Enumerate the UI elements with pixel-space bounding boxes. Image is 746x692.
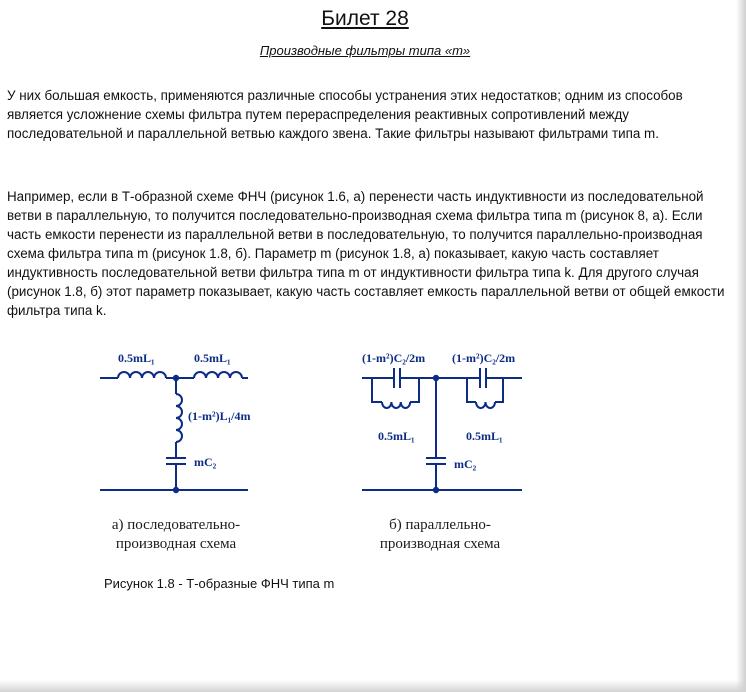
page-shadow-bottom [0, 680, 746, 692]
left-caption-line1: а) последовательно- [111, 517, 241, 533]
right-caption-line1: б) параллельно- [389, 517, 491, 533]
left-series-inductor-2 [194, 372, 242, 378]
left-label-series-1: 0.5mL₁ [118, 351, 155, 365]
right-parallel-inductor-2 [476, 402, 495, 408]
left-caption-line2: производная схема [115, 536, 237, 552]
right-caption-line2: производная схема [379, 536, 501, 552]
right-parallel-inductor-1 [382, 402, 410, 408]
right-label-series-cap-1: (1-m²)C₂/2m [362, 351, 426, 365]
right-label-parallel-inductor-2: 0.5mL₁ [466, 429, 503, 443]
right-series-capacitor-1 [394, 368, 400, 388]
right-shunt-capacitor [426, 458, 446, 464]
right-label-series-cap-2: (1-m²)C₂/2m [452, 351, 516, 365]
left-label-shunt-capacitor: mC₂ [194, 455, 217, 469]
right-series-capacitor-2 [480, 368, 486, 388]
section-subtitle: Производные фильтры типа «m» [259, 43, 471, 58]
paragraph-example: Например, если в Т-образной схеме ФНЧ (рисунок 1.6, а) перенести часть индуктивности из последовательной ветви в параллельную, то получится последовательно-производная схема фильтра типа m (рисунок 8, а). Если часть емкости перенести из параллельной ветви в последовательную, то получится параллельно-производная схема фильтра типа m (рисунок 1.8, б). Параметр m (рисунок 1.8, а) показывает, какую часть составляет индуктивность последовательной ветви фильтра типа m от индуктивности фильтра типа k. Для другого случая (рисунок 1.8, б) этот параметр показывает, какую часть составляет емкость параллельной ветви от общей емкости фильтра типа k. [7, 189, 725, 318]
paragraph-intro: У них большая емкость, применяются различные способы устранения этих недостатков; одним из способов является усложнение схемы фильтра путем перераспределения реактивных сопротивлений между последовательной и параллельной ветвью каждого звена. Такие фильтры называют фильтрами типа m. [7, 88, 683, 141]
ticket-title: Билет 28 [321, 7, 409, 30]
figure-caption: Рисунок 1.8 - Т-образные ФНЧ типа m [104, 576, 335, 591]
right-label-parallel-inductor-1: 0.5mL₁ [378, 429, 415, 443]
left-circuit-diagram [100, 372, 248, 492]
left-shunt-inductor [176, 394, 182, 442]
left-series-inductor-1 [118, 372, 166, 378]
right-label-shunt-capacitor: mC₂ [454, 457, 477, 471]
left-shunt-capacitor [166, 458, 186, 464]
page-shadow-right [736, 0, 746, 692]
circuit-figure [90, 340, 550, 560]
left-label-series-2: 0.5mL₁ [194, 351, 231, 365]
left-label-shunt-inductor: (1-m²)L₁/4m [188, 409, 251, 423]
